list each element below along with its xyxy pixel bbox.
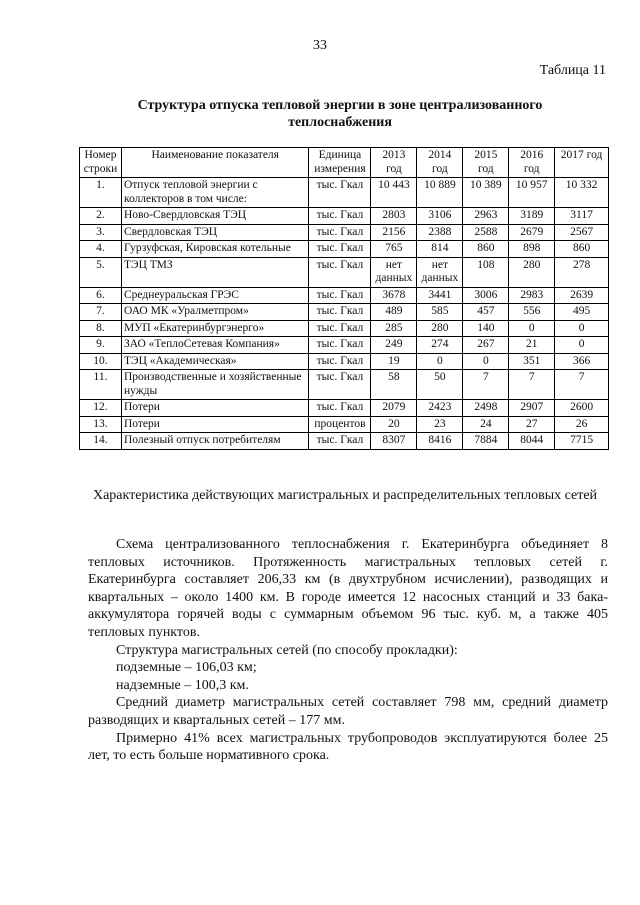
table-row: [80, 304, 609, 321]
row-number-cell: 3.: [80, 224, 122, 241]
page-number: 33: [313, 38, 327, 53]
table-header-cell: Номер строки: [80, 148, 122, 178]
indicator-name-cell: Полезный отпуск потребителям: [121, 433, 309, 450]
value-cell: 2639: [555, 287, 609, 304]
value-cell: 249: [371, 337, 417, 354]
value-cell: 2156: [371, 224, 417, 241]
value-cell: 26: [555, 416, 609, 433]
value-cell: 8307: [371, 433, 417, 450]
indicator-name-cell: МУП «Екатеринбургэнерго»: [121, 320, 309, 337]
unit-cell: процентов: [309, 416, 371, 433]
unit-cell: тыс. Гкал: [309, 224, 371, 241]
row-number-cell: 8.: [80, 320, 122, 337]
row-number-cell: 9.: [80, 337, 122, 354]
value-cell: 2567: [555, 224, 609, 241]
value-cell: 457: [463, 304, 509, 321]
unit-cell: тыс. Гкал: [309, 257, 371, 287]
unit-cell: тыс. Гкал: [309, 208, 371, 225]
indicator-name-cell: Производственные и хозяйственные нужды: [121, 370, 309, 400]
table-row: [80, 337, 609, 354]
table-row: [80, 257, 609, 287]
table-header-cell: Единица измерения: [309, 148, 371, 178]
unit-cell: тыс. Гкал: [309, 433, 371, 450]
table-row: [80, 400, 609, 417]
row-number-cell: 13.: [80, 416, 122, 433]
value-cell: 7715: [555, 433, 609, 450]
value-cell: 23: [417, 416, 463, 433]
value-cell: 7: [509, 370, 555, 400]
indicator-name-cell: Ново-Свердловская ТЭЦ: [121, 208, 309, 225]
value-cell: 7: [555, 370, 609, 400]
value-cell: 2079: [371, 400, 417, 417]
table-row: [80, 433, 609, 450]
unit-cell: тыс. Гкал: [309, 178, 371, 208]
indicator-name-cell: Потери: [121, 400, 309, 417]
unit-cell: тыс. Гкал: [309, 304, 371, 321]
paragraph-age: Примерно 41% всех магистральных трубопроводов эксплуатируются более 25 лет, то есть больше нормативного срока.: [88, 730, 608, 764]
value-cell: 10 443: [371, 178, 417, 208]
table-row: [80, 224, 609, 241]
value-cell: 19: [371, 353, 417, 370]
value-cell: 21: [509, 337, 555, 354]
value-cell: 140: [463, 320, 509, 337]
value-cell: 10 332: [555, 178, 609, 208]
list-item-overground: надземные – 100,3 км.: [116, 677, 249, 693]
value-cell: 27: [509, 416, 555, 433]
value-cell: 860: [463, 241, 509, 258]
table-row: [80, 208, 609, 225]
value-cell: 50: [417, 370, 463, 400]
indicator-name-cell: Свердловская ТЭЦ: [121, 224, 309, 241]
unit-cell: тыс. Гкал: [309, 400, 371, 417]
value-cell: 280: [509, 257, 555, 287]
value-cell: нет данных: [417, 257, 463, 287]
value-cell: 2983: [509, 287, 555, 304]
section-heading: Характеристика действующих магистральных и распределительных тепловых сетей: [92, 488, 598, 503]
unit-cell: тыс. Гкал: [309, 287, 371, 304]
table-row: [80, 320, 609, 337]
value-cell: 3006: [463, 287, 509, 304]
value-cell: 8044: [509, 433, 555, 450]
value-cell: 2803: [371, 208, 417, 225]
table-header-cell: 2013 год: [371, 148, 417, 178]
value-cell: 285: [371, 320, 417, 337]
table-row: [80, 241, 609, 258]
table-header-cell: 2015 год: [463, 148, 509, 178]
indicator-name-cell: Потери: [121, 416, 309, 433]
table-header-cell: Наименование показателя: [121, 148, 309, 178]
table-row: [80, 370, 609, 400]
value-cell: 8416: [417, 433, 463, 450]
value-cell: 3117: [555, 208, 609, 225]
value-cell: 2907: [509, 400, 555, 417]
value-cell: 495: [555, 304, 609, 321]
row-number-cell: 1.: [80, 178, 122, 208]
unit-cell: тыс. Гкал: [309, 241, 371, 258]
row-number-cell: 2.: [80, 208, 122, 225]
row-number-cell: 11.: [80, 370, 122, 400]
indicator-name-cell: ТЭЦ «Академическая»: [121, 353, 309, 370]
table-row: [80, 178, 609, 208]
unit-cell: тыс. Гкал: [309, 337, 371, 354]
value-cell: 10 889: [417, 178, 463, 208]
value-cell: 0: [417, 353, 463, 370]
value-cell: 58: [371, 370, 417, 400]
row-number-cell: 12.: [80, 400, 122, 417]
value-cell: 2423: [417, 400, 463, 417]
value-cell: 898: [509, 241, 555, 258]
row-number-cell: 14.: [80, 433, 122, 450]
value-cell: 2588: [463, 224, 509, 241]
value-cell: 765: [371, 241, 417, 258]
value-cell: 0: [555, 337, 609, 354]
value-cell: 585: [417, 304, 463, 321]
value-cell: 814: [417, 241, 463, 258]
indicator-name-cell: Среднеуральская ГРЭС: [121, 287, 309, 304]
value-cell: 278: [555, 257, 609, 287]
value-cell: 280: [417, 320, 463, 337]
paragraph-diameter: Средний диаметр магистральных сетей составляет 798 мм, средний диаметр разводящих и квартальных сетей – 177 мм.: [88, 695, 608, 728]
value-cell: 556: [509, 304, 555, 321]
value-cell: 2600: [555, 400, 609, 417]
paragraph-heat-scheme: Схема централизованного теплоснабжения г. Екатеринбурга объединяет 8 тепловых источников. Протяженность магистральных тепловых сетей г. Екатеринбурга составляет 206,33 км (в двухтрубном исчислении), разводящих и квартальных – около 1400 км. В городе имеется 12 насосных станций и 33 бака-аккумулятора горячей воды с суммарным объемом 96 тыс. куб. м, а также 405 тепловых пунктов.: [88, 537, 608, 640]
value-cell: 2679: [509, 224, 555, 241]
table-label: Таблица 11: [539, 63, 606, 78]
list-item-underground: подземные – 106,03 км;: [116, 660, 257, 676]
value-cell: 20: [371, 416, 417, 433]
indicator-name-cell: Отпуск тепловой энергии с коллекторов в том числе:: [121, 178, 309, 208]
table-row: [80, 416, 609, 433]
table-header-cell: 2017 год: [555, 148, 609, 178]
row-number-cell: 5.: [80, 257, 122, 287]
value-cell: 0: [463, 353, 509, 370]
row-number-cell: 10.: [80, 353, 122, 370]
indicator-name-cell: Гурзуфская, Кировская котельные: [121, 241, 309, 258]
value-cell: 860: [555, 241, 609, 258]
table-title: Структура отпуска тепловой энергии в зоне централизованного теплоснабжения: [137, 98, 543, 130]
table-body: [80, 178, 609, 450]
value-cell: 10 389: [463, 178, 509, 208]
value-cell: 3106: [417, 208, 463, 225]
value-cell: 3189: [509, 208, 555, 225]
row-number-cell: 7.: [80, 304, 122, 321]
value-cell: 351: [509, 353, 555, 370]
indicator-name-cell: ЗАО «ТеплоСетевая Компания»: [121, 337, 309, 354]
table-header-cell: 2016 год: [509, 148, 555, 178]
heat-supply-table: [79, 147, 609, 450]
value-cell: 3441: [417, 287, 463, 304]
value-cell: 274: [417, 337, 463, 354]
table-row: [80, 353, 609, 370]
value-cell: 2498: [463, 400, 509, 417]
table-header-cell: 2014 год: [417, 148, 463, 178]
value-cell: 7884: [463, 433, 509, 450]
value-cell: 108: [463, 257, 509, 287]
value-cell: 2388: [417, 224, 463, 241]
paragraph-network-structure: Структура магистральных сетей (по способу прокладки):: [116, 642, 458, 658]
value-cell: 489: [371, 304, 417, 321]
value-cell: 267: [463, 337, 509, 354]
row-number-cell: 4.: [80, 241, 122, 258]
value-cell: 0: [555, 320, 609, 337]
value-cell: 24: [463, 416, 509, 433]
unit-cell: тыс. Гкал: [309, 320, 371, 337]
table-header-row: [80, 148, 609, 178]
value-cell: 366: [555, 353, 609, 370]
value-cell: 2963: [463, 208, 509, 225]
value-cell: нет данных: [371, 257, 417, 287]
body-text: [88, 536, 608, 765]
unit-cell: тыс. Гкал: [309, 370, 371, 400]
table-row: [80, 287, 609, 304]
unit-cell: тыс. Гкал: [309, 353, 371, 370]
row-number-cell: 6.: [80, 287, 122, 304]
value-cell: 0: [509, 320, 555, 337]
value-cell: 10 957: [509, 178, 555, 208]
indicator-name-cell: ОАО МК «Уралметпром»: [121, 304, 309, 321]
value-cell: 3678: [371, 287, 417, 304]
value-cell: 7: [463, 370, 509, 400]
indicator-name-cell: ТЭЦ ТМЗ: [121, 257, 309, 287]
